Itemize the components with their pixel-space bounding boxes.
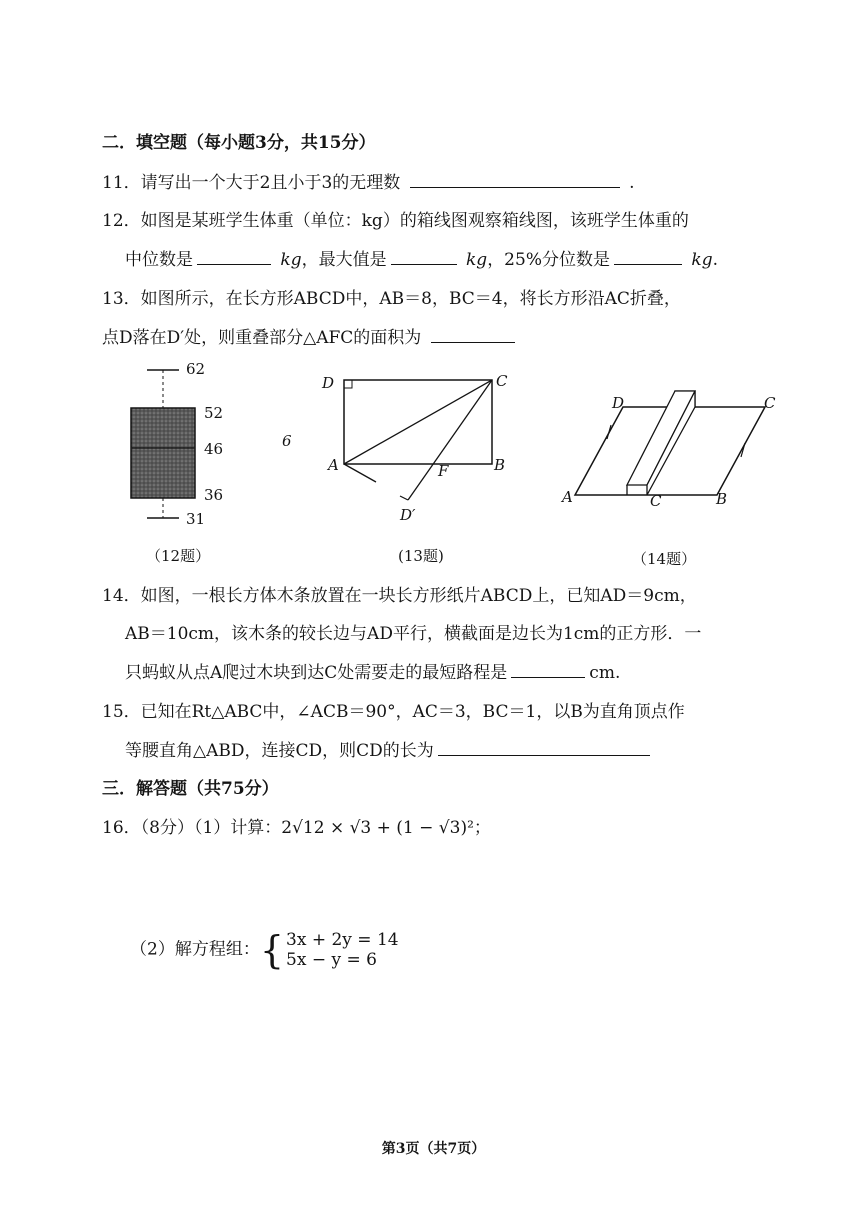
q12-median-label: 中位数是 (125, 250, 193, 270)
q13-line2 (102, 326, 519, 349)
fig13-side-mark: 6 (282, 432, 292, 450)
q13-line2-text: 点D落在D′处，则重叠部分△AFC的面积为 (102, 328, 422, 348)
q16-part2-label: （2）解方程组： (130, 939, 260, 960)
question-11 (102, 171, 634, 194)
segment-a-dprime (344, 464, 376, 482)
fig13-label-b: B (494, 456, 506, 474)
q15-line1: 15．已知在Rt△ABC中，∠ACB＝90°，AC＝3，BC＝1，以B为直角顶点作 (102, 702, 685, 722)
boxplot-label-median: 46 (204, 440, 224, 458)
q12-line2 (125, 248, 718, 271)
q12-unit-2: kg (466, 250, 488, 270)
section2-title: 二．填空题（每小题3分，共15分） (102, 133, 376, 153)
q14-line3 (125, 661, 620, 684)
strip-top-face (627, 391, 695, 485)
fig13-caption: (13题) (398, 547, 444, 565)
boxplot-label-q1: 36 (204, 486, 224, 504)
fig13-label-f: F (438, 462, 449, 480)
q13-line1: 13．如图所示，在长方形ABCD中，AB＝8，BC＝4，将长方形沿AC折叠， (102, 289, 681, 309)
q11-end: . (629, 173, 635, 193)
q14-line2: AB＝10cm，该木条的较长边与AD平行，横截面是边长为1cm的正方形．一 (125, 624, 702, 644)
q12-max-blank[interactable] (391, 248, 457, 265)
boxplot-label-min: 31 (186, 510, 206, 528)
q12-quartile-blank[interactable] (614, 248, 682, 265)
q12-unit-1: kg (280, 250, 302, 270)
q15-answer-blank[interactable] (438, 739, 650, 756)
q12-quartile-label: ，25%分位数是 (487, 250, 610, 270)
boxplot-box (131, 408, 195, 498)
q13-answer-blank[interactable] (431, 326, 515, 343)
fig13-label-dprime: D′ (400, 506, 416, 524)
boxplot-label-max: 62 (186, 360, 206, 378)
diagonal-ac (344, 380, 492, 464)
page-footer: 第3页（共7页） (381, 1141, 486, 1157)
section3-title: 三．解答题（共75分） (102, 779, 279, 799)
fig14-label-d: D (612, 394, 625, 412)
fig14-label-c: C (764, 394, 776, 412)
q12-unit-3: kg (691, 250, 713, 270)
q12-max-label: ，最大值是 (301, 250, 387, 270)
equation-2: 5x − y = 6 (286, 950, 377, 970)
q11-answer-blank[interactable] (410, 171, 620, 188)
q12-end: . (712, 250, 718, 270)
fig12-boxplot (125, 360, 245, 530)
q16-part2 (130, 930, 399, 970)
fig14-label-c-prime: C (650, 492, 662, 510)
q14-line3-text: 只蚂蚁从点A爬过木块到达C处需要走的最短路程是 (125, 663, 508, 683)
q15-line2-text: 等腰直角△ABD，连接CD，则CD的长为 (125, 741, 434, 761)
fig14-caption: （14题） (632, 550, 697, 568)
q12-line1: 12．如图是某班学生体重（单位：kg）的箱线图观察箱线图，该班学生体重的 (102, 211, 689, 231)
q14-answer-blank[interactable] (511, 661, 585, 678)
equation-1: 3x + 2y = 14 (286, 930, 399, 950)
q15-line2 (125, 739, 654, 762)
fig14-label-b: B (716, 490, 728, 508)
fig13-label-c: C (496, 372, 508, 390)
q14-unit: cm. (589, 663, 621, 683)
system-brace: { (259, 928, 285, 972)
fig12-caption: （12题） (146, 547, 211, 565)
fold-mark-left (607, 425, 611, 439)
q12-median-blank[interactable] (197, 248, 271, 265)
fig13-label-d: D (322, 374, 335, 392)
segment-dprime-tail (400, 496, 408, 500)
fig13-label-a: A (328, 456, 339, 474)
boxplot-label-q3: 52 (204, 404, 224, 422)
segment-c-dprime (408, 380, 492, 500)
q16-part1: 16．（8分）（1）计算：2√12 × √3 + (1 − √3)²； (102, 818, 491, 838)
fig13-rectangle-fold (330, 372, 550, 532)
q11-text: 11．请写出一个大于2且小于3的无理数 (102, 173, 401, 193)
right-angle-mark (344, 380, 352, 388)
fig14-paper-and-strip (565, 385, 795, 515)
equation-system (286, 930, 399, 970)
fig14-label-a: A (562, 488, 573, 506)
q14-line1: 14．如图，一根长方体木条放置在一块长方形纸片ABCD上，已知AD＝9cm， (102, 586, 697, 606)
